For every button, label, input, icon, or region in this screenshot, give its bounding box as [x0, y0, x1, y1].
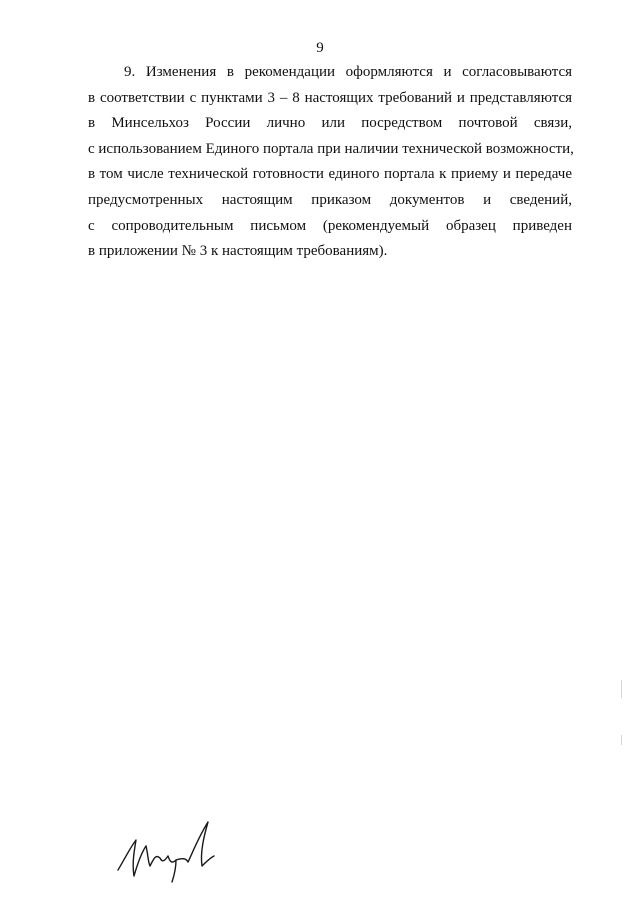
scan-artifact — [621, 680, 622, 698]
paragraph-9 — [88, 60, 572, 265]
paragraph-line: в соответствии с пунктами 3 – 8 настоящих требований и представляются — [88, 89, 572, 106]
paragraph-line: 9. Изменения в рекомендации оформляются и согласовываются — [124, 64, 572, 80]
signature-icon — [112, 818, 232, 888]
paragraph-line: в приложении № 3 к настоящим требованиям). — [88, 243, 388, 260]
paragraph-line: в том числе технической готовности единого портала к приему и передаче — [88, 166, 572, 183]
page-number: 9 — [316, 40, 324, 56]
paragraph-line: с сопроводительным письмом (рекомендуемый образец приведен — [88, 217, 572, 234]
paragraph-line: предусмотренных настоящим приказом документов и сведений, — [88, 191, 572, 208]
paragraph-line: с использованием Единого портала при наличии технической возможности, — [88, 140, 574, 157]
paragraph-line: в Минсельхоз России лично или посредством почтовой связи, — [88, 115, 572, 132]
scan-artifact — [621, 735, 622, 745]
